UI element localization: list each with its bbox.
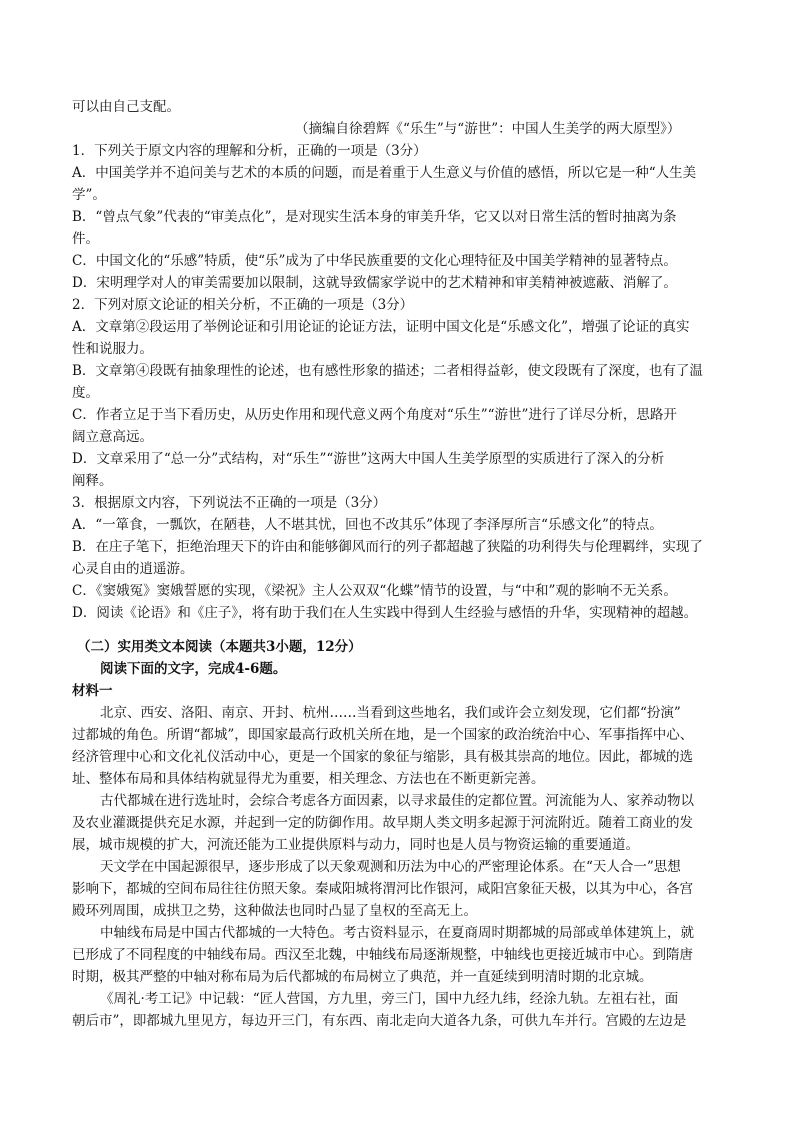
q1-option-a: A．中国美学并不追问美与艺术的本质的问题，而是着重于人生意义与价值的感悟，所以它是一种“人生美 <box>72 165 697 181</box>
q2-option-a: A．文章第②段运用了举例论证和引用论证的论证方法，证明中国文化是“乐感文化”，增强了论证的真实 <box>72 319 690 335</box>
q1-option-b: B．“曾点气象”代表的“审美点化”，是对现实生活本身的审美升华，它又以对日常生活的暂时抽离为条 <box>72 209 677 225</box>
section-instruction: 阅读下面的文字，完成4-6题。 <box>100 661 287 677</box>
material-line: 古代都城在进行选址时，会综合考虑各方面因素，以寻求最佳的定都位置。河流能为人、家养动物以 <box>100 793 694 809</box>
q1-option-c: C．中国文化的“乐感”特质，使“乐”成为了中华民族重要的文化心理特征及中国美学精神的显著特点。 <box>72 253 677 269</box>
q1-option-b-cont: 件。 <box>72 231 99 247</box>
section-title: （二）实用类文本阅读（本题共3小题，12分） <box>77 639 362 655</box>
q1-stem: 1．下列关于原文内容的理解和分析，正确的一项是（3分） <box>72 143 427 159</box>
material-line: 中轴线布局是中国古代都城的一大特色。考古资料显示，在夏商周时期都城的局部或单体建筑上，就 <box>100 925 694 941</box>
q2-option-d: D．文章采用了“总一分”式结构，对“乐生”“游世”这两大中国人生美学原型的实质进行了深入的分析 <box>72 451 665 467</box>
material-line: 朝后市”，即都城九里见方，每边开三门，有东西、南北走向大道各九条，可供九车并行。宫殿的左边是 <box>72 1013 687 1029</box>
q3-option-a: A．“一箪食，一瓢饮，在陋巷，人不堪其忧，回也不改其乐”体现了李泽厚所言“乐感文化”的特点。 <box>72 517 663 533</box>
q2-option-b-cont: 度。 <box>72 385 99 401</box>
material-line: 北京、西安、洛阳、南京、开封、杭州……当看到这些地名，我们或许会立刻发现，它们都“扮演” <box>100 705 681 721</box>
q2-option-c-cont: 阔立意高远。 <box>72 429 153 445</box>
q2-option-c: C．作者立足于当下看历史，从历史作用和现代意义两个角度对“乐生”“游世”进行了详尽分析，思路开 <box>72 407 677 423</box>
material-line: 影响下，都城的空间布局往往仿照天象。秦咸阳城将渭河比作银河，咸阳宫象征天极，以其为中心，各宫 <box>72 881 693 897</box>
material-line: 展，城市规模的扩大，河流还能为工业提供原料与动力，同时也是人员与物资运输的重要通道。 <box>72 837 639 853</box>
q2-option-d-cont: 阐释。 <box>72 473 113 489</box>
q3-option-c: C．《窦娥冤》窦娥誓愿的实现，《梁祝》主人公双双“化蝶”情节的设置，与“中和”观的影响不无关系。 <box>72 583 677 599</box>
material-line: 《周礼·考工记》中记载：“匠人营国，方九里，旁三门，国中九经九纬，经涂九轨。左祖右社，面 <box>100 991 679 1007</box>
q2-option-a-cont: 性和说服力。 <box>72 341 153 357</box>
material-line: 殿环列周围，成拱卫之势，这种做法也同时凸显了皇权的至高无上。 <box>72 903 477 919</box>
material-line: 已形成了不同程度的中轴线布局。西汉至北魏，中轴线布局逐渐规整，中轴线也更接近城市中心。到隋唐 <box>72 947 693 963</box>
material-line: 经济管理中心和文化礼仪活动中心，更是一个国家的象征与缩影，具有极其崇高的地位。因此，都城的选 <box>72 749 693 765</box>
material-line: 过都城的角色。所谓“都城”，即国家最高行政机关所在地，是一个国家的政治统治中心、军事指挥中心、 <box>72 727 694 743</box>
q1-option-a-cont: 学”。 <box>72 187 106 203</box>
q3-option-d: D．阅读《论语》和《庄子》，将有助于我们在人生实践中得到人生经验与感悟的升华，实现精神的超越。 <box>72 605 698 621</box>
q1-option-d: D．宋明理学对人的审美需要加以限制，这就导致儒家学说中的艺术精神和审美精神被遮蔽、消解了。 <box>72 275 677 291</box>
q2-option-b: B．文章第④段既有抽象理性的论述，也有感性形象的描述；二者相得益彰，使文段既有了深度，也有了温 <box>72 363 703 379</box>
q3-option-b: B．在庄子笔下，拒绝治理天下的许由和能够御风而行的列子都超越了狭隘的功利得失与伦理羁绊，实现了 <box>72 539 703 555</box>
material-title: 材料一 <box>72 683 113 699</box>
q2-stem: 2．下列对原文论证的相关分析，不正确的一项是（3分） <box>72 297 414 313</box>
material-line: 址、整体布局和具体结构就显得尤为重要，相关理念、方法也在不断更新完善。 <box>72 771 545 787</box>
material-line: 时期，极其严整的中轴对称布局为后代都城的布局树立了典范，并一直延续到明清时期的北京城。 <box>72 969 653 985</box>
passage-tail: 可以由自己支配。 <box>72 99 180 115</box>
material-line: 天文学在中国起源很早，逐步形成了以天象观测和历法为中心的严密理论体系。在“天人合一”思想 <box>100 859 681 875</box>
q3-stem: 3．根据原文内容，下列说法不正确的一项是（3分） <box>72 495 387 511</box>
source-citation: （摘编自徐碧辉《“乐生”与“游世”：中国人生美学的两大原型》） <box>295 121 681 137</box>
material-line: 及农业灌溉提供充足水源，并起到一定的防御作用。故早期人类文明多起源于河流附近。随着工商业的发 <box>72 815 693 831</box>
q3-option-b-cont: 心灵自由的逍遥游。 <box>72 561 194 577</box>
